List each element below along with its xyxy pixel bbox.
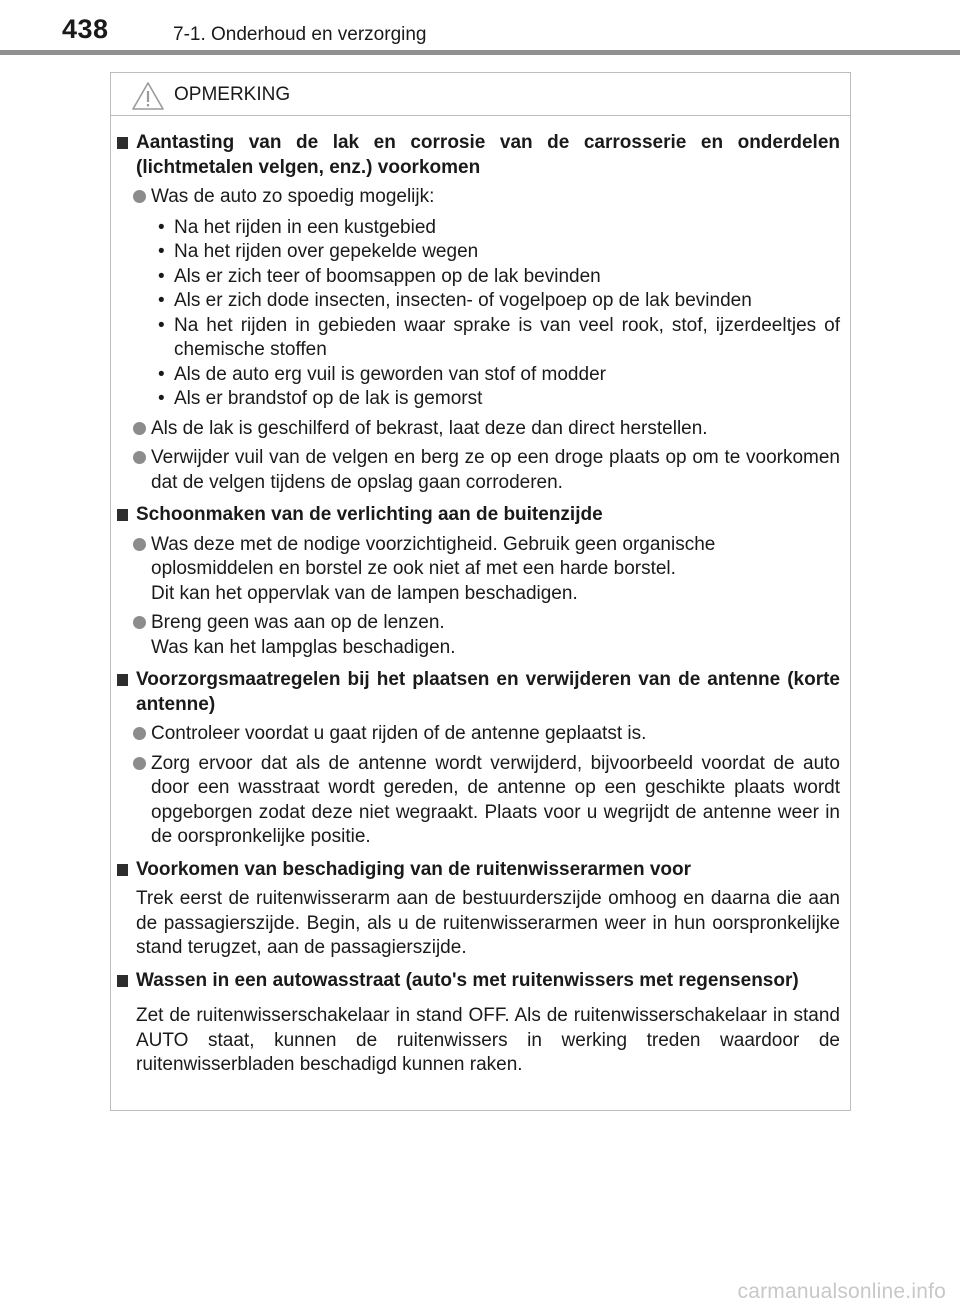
bullet-text: Controleer voordat u gaat rijden of de antenne geplaatst is. bbox=[151, 723, 647, 744]
bullet-text-second-line: Dit kan het oppervlak van de lampen beschadigen. bbox=[151, 582, 578, 604]
bullet-text: Breng geen was aan op de lenzen. bbox=[151, 612, 445, 633]
note-section-lighting bbox=[117, 503, 840, 660]
sub-list bbox=[157, 216, 840, 412]
note-section-antenna bbox=[117, 668, 840, 850]
page-number: 438 bbox=[62, 14, 109, 44]
bullet-item bbox=[133, 417, 840, 442]
bullet-dot-icon bbox=[133, 190, 146, 203]
section-title-car-wash: Wassen in een autowasstraat (auto's met ruitenwissers met regensensor) bbox=[136, 969, 799, 991]
warning-triangle-icon bbox=[131, 81, 165, 111]
sub-list-item: • Na het rijden over gepekelde wegen bbox=[157, 240, 840, 265]
bullet-dot-icon bbox=[133, 757, 146, 770]
bullet-text: Als de lak is geschilferd of bekrast, laat deze dan direct herstellen. bbox=[151, 417, 708, 439]
sub-list-item: • Na het rijden in een kustgebied bbox=[157, 216, 840, 241]
note-title: OPMERKING bbox=[174, 84, 291, 105]
bullet-item bbox=[133, 752, 840, 850]
bullet-dot-icon bbox=[133, 727, 146, 740]
bullet-text: Was de auto zo spoedig mogelijk: bbox=[151, 186, 435, 207]
section-title-lighting: Schoonmaken van de verlichting aan de buitenzijde bbox=[136, 504, 603, 525]
section-title-antenna: Voorzorgsmaatregelen bij het plaatsen en verwijderen van de antenne (korte antenne) bbox=[136, 669, 840, 715]
section-paragraph: Zet de ruitenwisserschakelaar in stand OFF. Als de ruitenwisserschakelaar in stand AUTO staat, kunnen de ruitenwissers in werking treden waardoor de ruitenwisserbladen beschadigd kunnen raken. bbox=[136, 1005, 840, 1075]
section-square-icon bbox=[117, 975, 128, 987]
section-title-wiper-arms: Voorkomen van beschadiging van de ruitenwisserarmen voor bbox=[136, 858, 692, 880]
note-section-corrosion bbox=[117, 131, 840, 495]
header-rule bbox=[0, 50, 960, 55]
section-square-icon bbox=[117, 864, 128, 876]
note-body bbox=[111, 116, 850, 1078]
bullet-dot-icon bbox=[133, 538, 146, 551]
page-header bbox=[0, 0, 960, 58]
bullet-text-second-line: Was kan het lampglas beschadigen. bbox=[151, 636, 456, 658]
watermark: carmanualsonline.info bbox=[737, 1280, 946, 1303]
section-square-icon bbox=[117, 674, 128, 686]
note-box bbox=[110, 72, 851, 1111]
note-section-wiper-arms bbox=[117, 858, 840, 961]
bullet-item bbox=[133, 446, 840, 495]
section-title-corrosion: Aantasting van de lak en corrosie van de carrosserie en onderdelen (lichtmetalen velgen, enz.) voorkomen bbox=[136, 132, 840, 178]
sub-list-item: • Na het rijden in gebieden waar sprake is van veel rook, stof, ijzerdeeltjes of chemische stoffen bbox=[157, 314, 840, 363]
sub-list-item: • Als er zich dode insecten, insecten- of vogelpoep op de lak bevinden bbox=[157, 289, 840, 314]
bullet-dot-icon bbox=[133, 422, 146, 435]
sub-list-item: • Als er zich teer of boomsappen op de lak bevinden bbox=[157, 265, 840, 290]
bullet-text: Zorg ervoor dat als de antenne wordt verwijderd, bijvoorbeeld voordat de auto door een wasstraat wordt gereden, de antenne op een geschikte plaats wordt opgeborgen zodat deze niet wegraakt. Plaats voor u wegrijdt de antenne weer in de oorspronkelijke positie. bbox=[151, 752, 840, 847]
sub-list-item: • Als er brandstof op de lak is gemorst bbox=[157, 387, 840, 412]
bullet-text: Verwijder vuil van de velgen en berg ze op een droge plaats op om te voorkomen dat de velgen tijdens de opslag gaan corroderen. bbox=[151, 447, 840, 493]
bullet-dot-icon bbox=[133, 616, 146, 629]
bullet-dot-icon bbox=[133, 451, 146, 464]
note-header bbox=[111, 73, 850, 116]
section-square-icon bbox=[117, 509, 128, 521]
section-title: 7-1. Onderhoud en verzorging bbox=[173, 24, 427, 45]
bullet-item bbox=[133, 533, 840, 607]
bullet-text: Was deze met de nodige voorzichtigheid. Gebruik geen organische oplosmiddelen en borstel ze ook niet af met een harde borstel. bbox=[151, 533, 716, 579]
bullet-item bbox=[133, 611, 840, 660]
section-square-icon bbox=[117, 137, 128, 149]
sub-list-item: • Als de auto erg vuil is geworden van stof of modder bbox=[157, 363, 840, 388]
bullet-item bbox=[133, 185, 840, 210]
bullet-item bbox=[133, 722, 840, 747]
note-section-car-wash bbox=[117, 969, 840, 1078]
section-paragraph: Trek eerst de ruitenwisserarm aan de bestuurderszijde omhoog en daarna die aan de passagierszijde. Begin, als u de ruitenwisserarmen weer in hun oorspronkelijke stand terugzet, aan de passagierszijde. bbox=[136, 888, 840, 958]
